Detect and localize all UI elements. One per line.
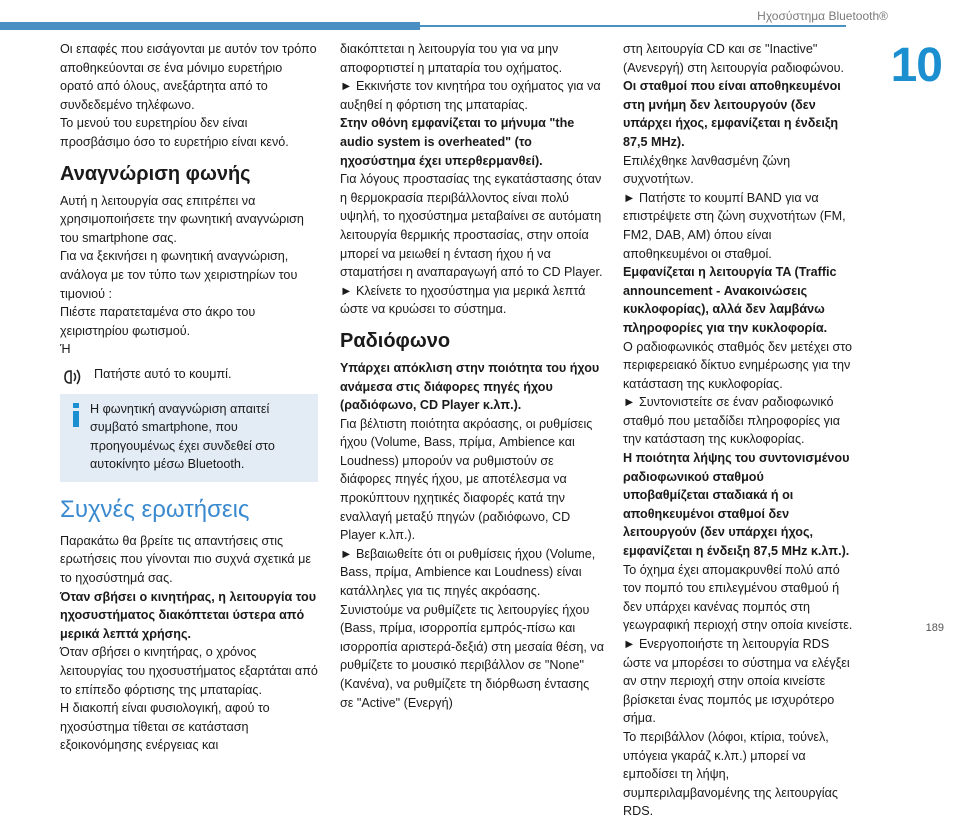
voice-command-icon (62, 367, 86, 387)
paragraph: στη λειτουργία CD και σε "Inactive" (Ανενεργή) στη λειτουργία ραδιοφώνου. (623, 42, 844, 75)
bullet-arrow: ► (340, 79, 353, 94)
column-3 (623, 40, 853, 821)
question: Όταν σβήσει ο κινητήρας, η λειτουργία του ηχοσυστήματος διακόπτεται ύστερα από μερικά λεπτά χρήσης. (60, 589, 317, 641)
bullet-item: ► Συντονιστείτε σε έναν ραδιοφωνικό σταθμό που μεταδίδει πληροφορίες για την κατάσταση της κυκλοφορίας. (623, 395, 841, 447)
question: Η ποιότητα λήψης του συντονισμένου ραδιοφωνικού σταθμού υποβαθμίζεται σταδιακά ή οι αποθηκευμένοι σταθμοί δεν λειτουργούν (δεν υπάρχει ήχος, εμφανίζεται η ένδειξη 87,5 MHz κ.λπ.). (623, 451, 850, 559)
paragraph: Επιλέχθηκε λανθασμένη ζώνη συχνοτήτων. (623, 153, 791, 187)
paragraph: Για να ξεκινήσει η φωνητική αναγνώριση, ανάλογα με τον τύπο των χειριστηρίων του τιμονιού : (60, 249, 298, 301)
paragraph: Πιέστε παρατεταμένα στο άκρο του χειριστηρίου φωτισμού. (60, 305, 256, 338)
tip-text: Πατήστε αυτό το κουμπί. (94, 366, 232, 381)
bullet-item: ► Ενεργοποιήστε τη λειτουργία RDS ώστε να μπορέσει το σύστημα να ελέγξει αν στην περιοχή στην οποία κινείστε βρίσκεται ένας πομπός με ισχυρότερο σήμα. (623, 637, 850, 726)
section-title-radio: Ραδιόφωνο (340, 329, 451, 352)
bullet-arrow: ► (340, 546, 353, 561)
header-rule (420, 25, 846, 27)
section-title-voice: Αναγνώριση φωνής (60, 162, 251, 185)
page-header-title: Ηχοσύστημα Bluetooth® (757, 9, 888, 23)
bullet-arrow: ► (623, 637, 636, 651)
column-2 (340, 40, 604, 712)
paragraph: διακόπτεται η λειτουργία του για να μην αποφορτιστεί η μπαταρία του οχήματος. (340, 42, 563, 75)
paragraph: Οι επαφές που εισάγονται με αυτόν τον τρόπο αποθηκεύονται σε ένα μόνιμο ευρετήριο ορατό από όλους, ανεξάρτητα από το συνδεδεμένο τηλέφωνο. (60, 42, 317, 112)
question: Υπάρχει απόκλιση στην ποιότητα του ήχου ανάμεσα στις διάφορες πηγές ήχου (ραδιόφωνο, CD Player κ.λπ.). (340, 360, 600, 413)
section-title-faq: Συχνές ερωτήσεις (60, 495, 250, 523)
info-icon (68, 402, 84, 428)
paragraph: Το μενού του ευρετηρίου δεν είναι προσβάσιμο όσο το ευρετήριο είναι κενό. (60, 116, 289, 149)
bullet-item: ► Εκκινήστε τον κινητήρα του οχήματος για να αυξηθεί η φόρτιση της μπαταρίας. (340, 79, 601, 112)
question: Εμφανίζεται η λειτουργία TA (Traffic announcement - Ανακοινώσεις κυκλοφορίας), αλλά δεν λαμβάνω πληροφορίες για την κυκλοφορία. (623, 265, 837, 335)
question: Οι σταθμοί που είναι αποθηκευμένοι στη μνήμη δεν λειτουργούν (δεν υπάρχει ήχος, εμφανίζεται η ένδειξη 87,5 MHz). (623, 79, 841, 149)
bullet-item: ► Πατήστε το κουμπί BAND για να επιστρέψετε στη ζώνη συχνοτήτων (FM, FM2, DAB, AM) όπου είναι αποθηκευμένοι οι σταθμοί. (623, 190, 846, 261)
paragraph: Ο ραδιοφωνικός σταθμός δεν μετέχει στο περιφερειακό δίκτυο ενημέρωσης για την κατάσταση της κυκλοφορίας. (623, 339, 853, 391)
question: Στην οθόνη εμφανίζεται το μήνυμα "the audio system is overheated" (το ηχοσύστημα έχει υπερθερμανθεί). (340, 116, 575, 168)
chapter-number: 10 (890, 39, 942, 92)
bullet-arrow: ► (340, 283, 353, 298)
voice-button-tip (60, 365, 318, 384)
paragraph: Ή (60, 342, 71, 357)
bullet-item: ► Κλείνετε το ηχοσύστημα για μερικά λεπτά ώστε να κρυώσει το σύστημα. (340, 283, 586, 317)
header-bar (0, 22, 420, 30)
paragraph: Παρακάτω θα βρείτε τις απαντήσεις στις ερωτήσεις που γίνονται πιο συχνά σχετικά με το ηχοσύστημά σας. (60, 533, 312, 586)
paragraph: Για λόγους προστασίας της εγκατάστασης όταν η θερμοκρασία περιβάλλοντος είναι πολύ υψηλή, το ηχοσύστημα μεταβαίνει σε αυτόματη λειτουργία θερμικής προστασίας, στην οποία μπορεί να μειωθεί η ένταση ήχου ή να σταματήσει η αναπαραγωγή από το CD Player. (340, 172, 603, 280)
paragraph: Για βέλτιστη ποιότητα ακρόασης, οι ρυθμίσεις ήχου (Volume, Bass, πρίμα, Ambience και Loudness) μπορούν να ρυθμιστούν σε διάφορες πηγές ήχου, με αποτέλεσμα να προκύπτουν ηχητικές διαφορές κατά την εναλλαγή μεταξύ πηγών (ραδιόφωνο, CD Player κ.λπ.). (340, 416, 593, 543)
info-text: Η φωνητική αναγνώριση απαιτεί συμβατό smartphone, που προηγουμένως έχει συνδεθεί στο αυτοκίνητο μέσω Bluetooth. (90, 401, 275, 472)
paragraph: Η διακοπή είναι φυσιολογική, αφού το ηχοσύστημα τίθεται σε κατάσταση εξοικονόμησης ενέργειας και (60, 701, 270, 753)
paragraph: Το όχημα έχει απομακρυνθεί πολύ από τον πομπό του επιλεγμένου σταθμού ή δεν υπάρχει κανένας πομπός στη γεωγραφική περιοχή στην οποία κινείστε. (623, 562, 853, 633)
bullet-arrow: ► (623, 190, 636, 205)
page-number: 189 (925, 622, 944, 634)
paragraph: Όταν σβήσει ο κινητήρας, ο χρόνος λειτουργίας του ηχοσυστήματος εξαρτάται από το επίπεδο φόρτισης της μπαταρίας. (60, 645, 318, 697)
bullet-arrow: ► (623, 395, 636, 410)
info-box (60, 394, 318, 482)
paragraph: Το περιβάλλον (λόφοι, κτίρια, τούνελ, υπόγεια γκαράζ κ.λπ.) μπορεί να εμποδίσει τη λήψη, συμπεριλαμβανομένης της λειτουργίας RDS. (623, 729, 838, 819)
paragraph: Αυτή η λειτουργία σας επιτρέπει να χρησιμοποιήσετε την φωνητική αναγνώριση του smartphone σας. (60, 193, 304, 245)
column-1 (60, 40, 318, 755)
bullet-item: ► Βεβαιωθείτε ότι οι ρυθμίσεις ήχου (Volume, Bass, πρίμα, Ambience και Loudness) είναι κατάλληλες για τις πηγές ακρόασης. Συνιστούμε να ρυθμίζετε τις λειτουργίες ήχου (Bass, πρίμα, ισορροπία εμπρός-πίσω και ισορροπία αριστερά-δεξιά) στη μεσαία θέση, να ρυθμίζετε το μουσικό περιβάλλον σε "None" (Κανένα), να ρυθμίζετε τη διόρθωση έντασης σε "Active" (Ενεργή) (340, 546, 604, 710)
